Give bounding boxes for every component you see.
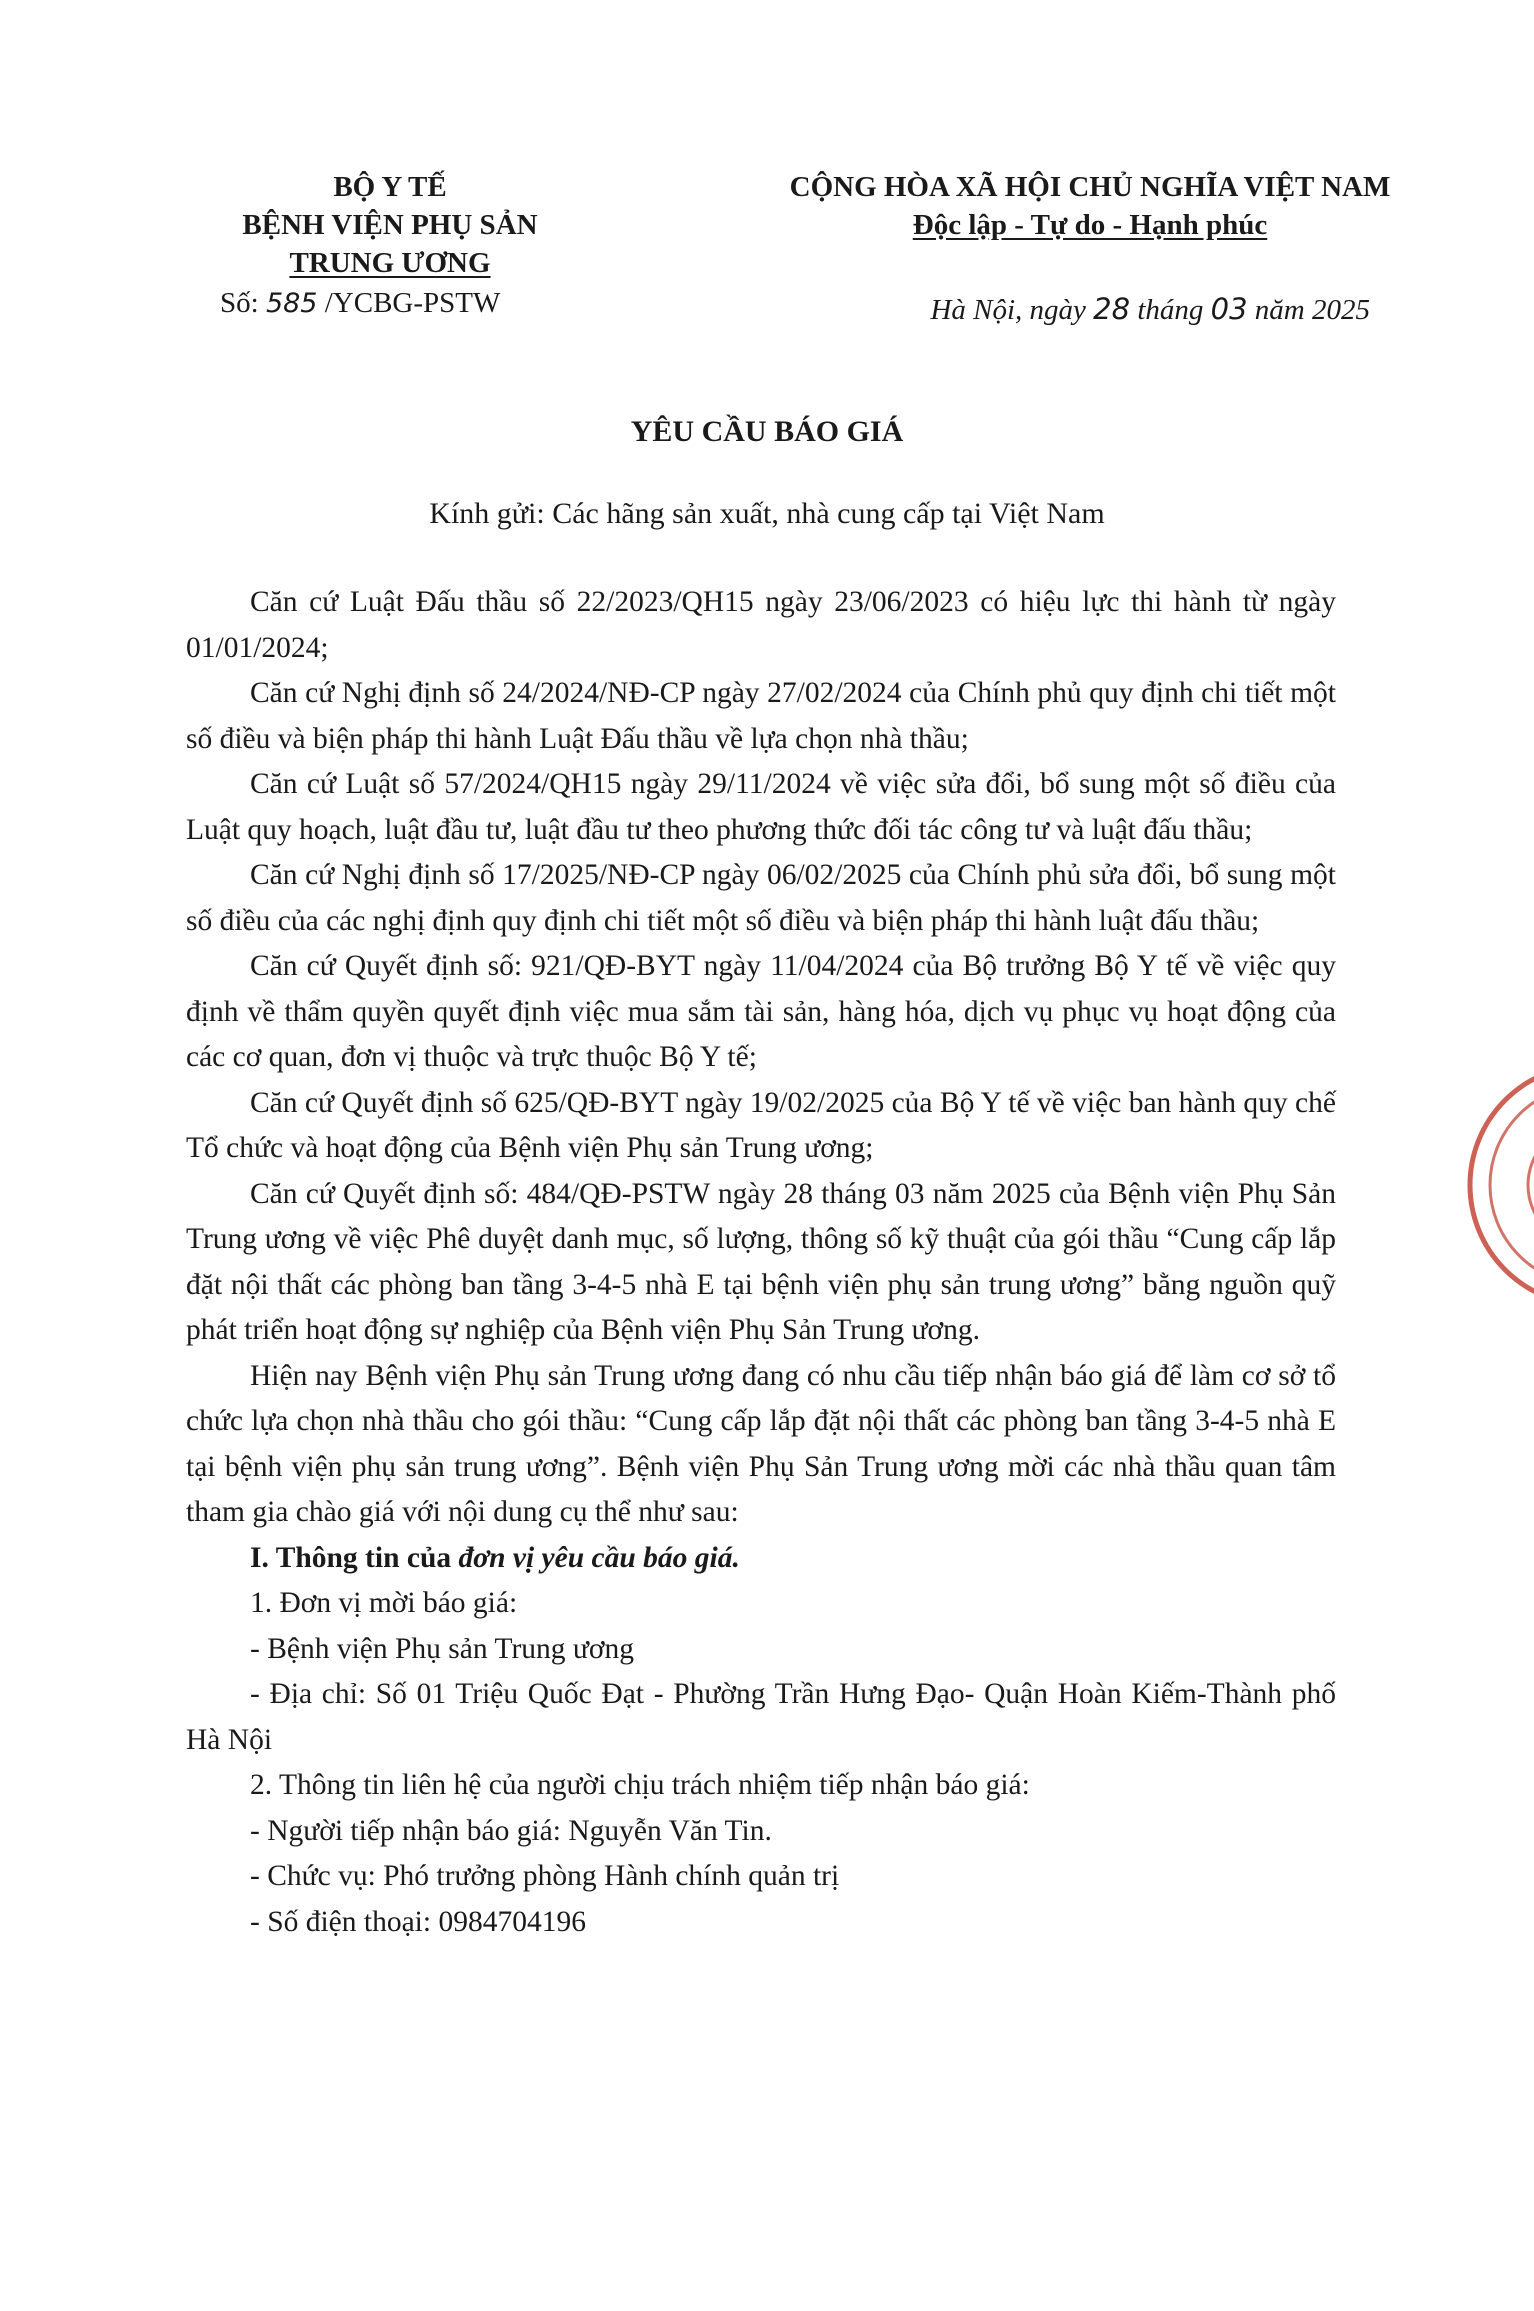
legal-basis-paragraph: Căn cứ Luật số 57/2024/QH15 ngày 29/11/2024 về việc sửa đổi, bổ sung một số điều của Luật quy hoạch, luật đầu tư, luật đầu tư theo phương thức đối tác công tư và luật đấu thầu; [186,768,1336,846]
document-number-suffix: /YCBG-PSTW [324,287,501,319]
hospital-name-line2: TRUNG ƯƠNG [289,247,491,279]
national-header-block [770,168,1410,329]
list-item: - Bệnh viện Phụ sản Trung ương [250,1632,634,1665]
document-title: YÊU CẦU BÁO GIÁ [630,415,904,448]
ministry-name: BỘ Y TẾ [333,171,447,203]
date-year: năm 2025 [1254,294,1370,326]
nation-name: CỘNG HÒA XÃ HỘI CHỦ NGHĨA VIỆT NAM [789,171,1391,203]
date-month: 03 [1210,292,1248,326]
list-item: - Chức vụ: Phó trưởng phòng Hành chính quản trị [250,1860,840,1892]
date-month-label: tháng [1137,294,1204,326]
section-heading-bold: I. Thông tin của [250,1541,459,1574]
list-item: 1. Đơn vị mời báo giá: [250,1587,518,1619]
date-day: 28 [1093,292,1131,326]
invitation-paragraph: Hiện nay Bệnh viện Phụ sản Trung ương đang có nhu cầu tiếp nhận báo giá để làm cơ sở tổ chức lựa chọn nhà thầu cho gói thầu: “Cung cấp lắp đặt nội thất các phòng ban tầng 3-4-5 nhà E tại bệnh viện phụ sản trung ương”. Bệnh viện Phụ Sản Trung ương mời các nhà thầu quan tâm tham gia chào giá với nội dung cụ thể như sau: [186,1359,1336,1528]
red-seal-stamp [1440,1040,1534,1330]
section-heading [186,1536,1336,1582]
legal-basis-paragraph: Căn cứ Quyết định số: 921/QĐ-BYT ngày 11/04/2024 của Bộ trưởng Bộ Y tế về việc quy định về thẩm quyền quyết định việc mua sắm tài sản, hàng hóa, dịch vụ phục vụ hoạt động của các cơ quan, đơn vị thuộc và trực thuộc Bộ Y tế; [186,950,1336,1073]
section-heading-italic: đơn vị yêu cầu báo giá. [458,1541,740,1574]
document-number [200,284,580,323]
legal-basis-paragraph: Căn cứ Nghị định số 24/2024/NĐ-CP ngày 27/02/2024 của Chính phủ quy định chi tiết một số điều và biện pháp thi hành Luật Đấu thầu về lựa chọn nhà thầu; [186,677,1336,755]
document-number-prefix: Số: [220,287,259,319]
list-item: - Địa chỉ: Số 01 Triệu Quốc Đạt - Phường Trần Hưng Đạo- Quận Hoàn Kiếm-Thành phố Hà Nội [186,1678,1336,1756]
document-body [186,580,1336,1945]
legal-basis-paragraph: Căn cứ Luật Đấu thầu số 22/2023/QH15 ngày 23/06/2023 có hiệu lực thi hành từ ngày 01/01/2024; [186,586,1336,664]
date-prefix: Hà Nội, ngày [930,294,1086,326]
list-item: - Người tiếp nhận báo giá: Nguyễn Văn Tin. [250,1814,772,1847]
legal-basis-paragraph: Căn cứ Quyết định số: 484/QĐ-PSTW ngày 28 tháng 03 năm 2025 của Bệnh viện Phụ Sản Trung ương về việc Phê duyệt danh mục, số lượng, thông số kỹ thuật của gói thầu “Cung cấp lắp đặt nội thất các phòng ban tầng 3-4-5 nhà E tại bệnh viện phụ sản trung ương” bằng nguồn quỹ phát triển hoạt động sự nghiệp của Bệnh viện Phụ Sản Trung ương. [186,1177,1336,1346]
list-item: - Số điện thoại: 0984704196 [250,1905,586,1938]
list-item: 2. Thông tin liên hệ của người chịu trách nhiệm tiếp nhận báo giá: [250,1769,1030,1801]
legal-basis-paragraph: Căn cứ Nghị định số 17/2025/NĐ-CP ngày 06/02/2025 của Chính phủ sửa đổi, bổ sung một số điều của các nghị định quy định chi tiết một số điều và biện pháp thi hành luật đấu thầu; [186,859,1336,937]
national-motto: Độc lập - Tự do - Hạnh phúc [912,209,1268,241]
issuing-authority-block [200,168,580,323]
document-number-handwritten: 585 [265,288,318,319]
document-date [770,290,1410,329]
legal-basis-paragraph: Căn cứ Quyết định số 625/QĐ-BYT ngày 19/02/2025 của Bộ Y tế về việc ban hành quy chế Tổ chức và hoạt động của Bệnh viện Phụ sản Trung ương; [186,1086,1336,1164]
hospital-name-line1: BỆNH VIỆN PHỤ SẢN [242,209,538,241]
recipient-line: Kính gửi: Các hãng sản xuất, nhà cung cấp tại Việt Nam [429,497,1105,530]
